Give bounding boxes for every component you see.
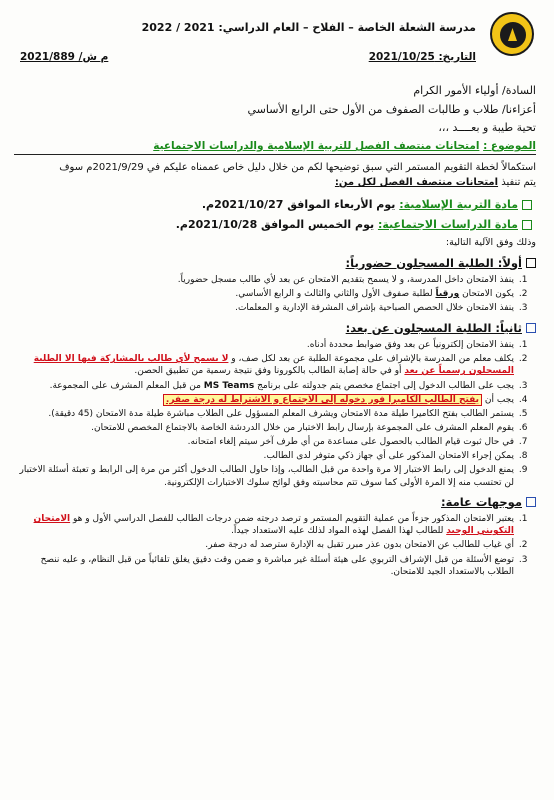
exam-schedule [14,195,536,235]
letter-date: التاريخ: 2021/10/25 [368,51,476,63]
exam-social [14,215,532,235]
subject-label: الموضوع : [483,140,536,153]
list-item: 2. يكون الامتحان ورقياً لطلبة صفوف الأول والثاني والثالث و الرابع الأساسي. [14,288,516,300]
section-general [14,495,536,578]
square-bullet-icon [526,323,536,333]
exam-subject: مادة التربية الإسلامية: [399,198,518,212]
list-item: 1. ينفذ الامتحان داخل المدرسة، و لا يسمح بتقديم الامتحان عن بعد لأي طالب مسجل حضورياً. [14,274,516,286]
reference-number: م ش/ 2021/889 [20,51,109,63]
square-bullet-icon [526,258,536,268]
greeting: تحية طيبة و بعــــد ،،، [438,121,536,135]
general-guidelines [14,513,536,578]
section-remote [14,321,536,489]
list-item: 5. يستمر الطالب بفتح الكاميرا طيلة مدة الامتحان ويشرف المعلم المسؤول على الطلاب مباشرة طيلة مدة الامتحان (45 دقيقة). [14,408,516,420]
camera-rule-emphasis: يفتح الطالب الكاميرا فور دخوله إلى الاجتماع و الاشتراط له درجة صفر. [163,394,482,406]
formative-exam-emphasis: الامتحان التكويني الوحيد [33,514,514,537]
intro-text: استكمالاً لخطة التقويم المستمر التي سبق توضيحها لكم من خلال دليل خاص عممناه عليكم في 2021/9/29م سوف [59,162,536,174]
teams-name: MS Teams [203,380,255,391]
list-item: 3. ينفذ الامتحان خلال الحصص الصباحية بإشراف المشرفة الإدارية و المعلمات. [14,302,516,314]
intro-paragraph [14,160,536,190]
exam-subject: مادة الدراسات الاجتماعية: [377,218,518,232]
school-name: مدرسة الشعلة الخاصة – الفلاح – العام الدراسي: 2021 / 2022 [141,21,476,34]
section-title: أولاً: الطلبة المسجلون حضورياً: [345,255,522,270]
in-person-rules [14,274,536,314]
section-title: موجهات عامة: [441,494,522,509]
subject-line [14,139,536,153]
list-item: 8. يمكن إجراء الامتحان المذكور على أي جهاز ذكي متوفر لدى الطالب. [14,450,516,462]
list-item: 6. يقوم المعلم المشرف على المجموعة بإرسال رابط الاختبار من خلال الدردشة الخاصة بالاجتماع المخصص للامتحان. [14,422,516,434]
list-item: 1. يعتبر الامتحان المذكور جزءاً من عملية التقويم المستمر و ترصد درجته ضمن درجات الطالب للفصل الدراسي الأول و هو الامتحان التكويني الوحيد للطالب لهذا الفصل لهذه المواد لذلك عليه الاستعداد جيداً. [14,513,516,537]
checkbox-icon [522,200,532,210]
school-logo [490,12,534,56]
mechanism-intro: وذلك وفق الآلية التالية: [445,236,536,248]
section-heading [14,495,536,511]
paper-emphasis: ورقياً [435,289,460,300]
exam-islamic [14,195,532,215]
intro-emphasis: امتحانات منتصف الفصل لكل من: [334,177,499,189]
section-heading [14,321,536,337]
restriction-emphasis: لا يسمح لأي طالب بالمشاركة فيها الا الطلبة المسجلون رسمياً عن بعد [33,354,514,377]
list-item: 4. يجب أن يفتح الطالب الكاميرا فور دخوله إلى الاجتماع و الاشتراط له درجة صفر. [14,394,516,406]
remote-rules [14,339,536,489]
list-item: 2. يكلف معلم من المدرسة بالإشراف على مجموعة الطلبة عن بعد لكل صف، و لا يسمح لأي طالب بالمشاركة فيها الا الطلبة المسجلون رسمياً عن بعد أو في حالة إصابة الطالب بالكورونا وفق نتيجة رسمية من تطبيق الحصن. [14,353,516,377]
list-item: 9. يمنع الدخول إلى رابط الاختبار إلا مرة واحدة من قبل الطالب، وإذا حاول الطالب الدخول أكثر من مرة إلى الرابط و تعبئة أسئلة الاختبار لن تحتسب منه إلا المرة الأولى كما سوف تتم محاسبته وفق لوائح سلوك الاختبارات الإلكترونية. [14,464,516,488]
list-item: 3. يجب على الطالب الدخول إلى اجتماع مخصص يتم جدولته على برنامج MS Teams من قبل المعلم المشرف على المجموعة. [14,380,516,392]
section-heading [14,256,536,272]
subject-text: امتحانات منتصف الفصل للتربية الإسلامية والدراسات الاجتماعية [153,140,480,153]
addressee-parents: السادة/ أولياء الأمور الكرام [413,84,536,97]
list-item: 1. ينفذ الامتحان إلكترونياً عن بعد وفق ضوابط محددة أدناه. [14,339,516,351]
checkbox-icon [522,220,532,230]
letterhead [14,8,536,63]
list-item: 2. أي غياب للطالب عن الامتحان بدون عذر مبرر تقبل به الإدارة سترصد له درجة صفر. [14,539,516,551]
subject-divider [14,154,536,155]
list-item: 3. توضع الأسئلة من قبل الإشراف التربوي على هيئة أسئلة غير مباشرة و ضمن وقت دقيق يغلق تلقائياً من قبل النظام، و عليه ننصح الطلاب بالاستعداد الجيد للامتحان. [14,554,516,578]
list-item: 7. في حال ثبوت قيام الطالب بالحصول على مساعدة من أي طرف آخر سيتم إلغاء امتحانه. [14,436,516,448]
intro-text-2: يتم تنفيذ [498,177,536,189]
addressee-block [14,82,536,138]
addressee-students: أعزاءنا/ طلاب و طالبات الصفوف من الأول حتى الرابع الأساسي [247,102,536,116]
exam-date: يوم الخميس الموافق 2021/10/28م. [175,218,378,232]
exam-date: يوم الأربعاء الموافق 2021/10/27م. [201,198,400,212]
section-in-person [14,256,536,315]
section-title: ثانياً: الطلبة المسجلون عن بعد: [345,320,522,335]
square-bullet-icon [526,497,536,507]
